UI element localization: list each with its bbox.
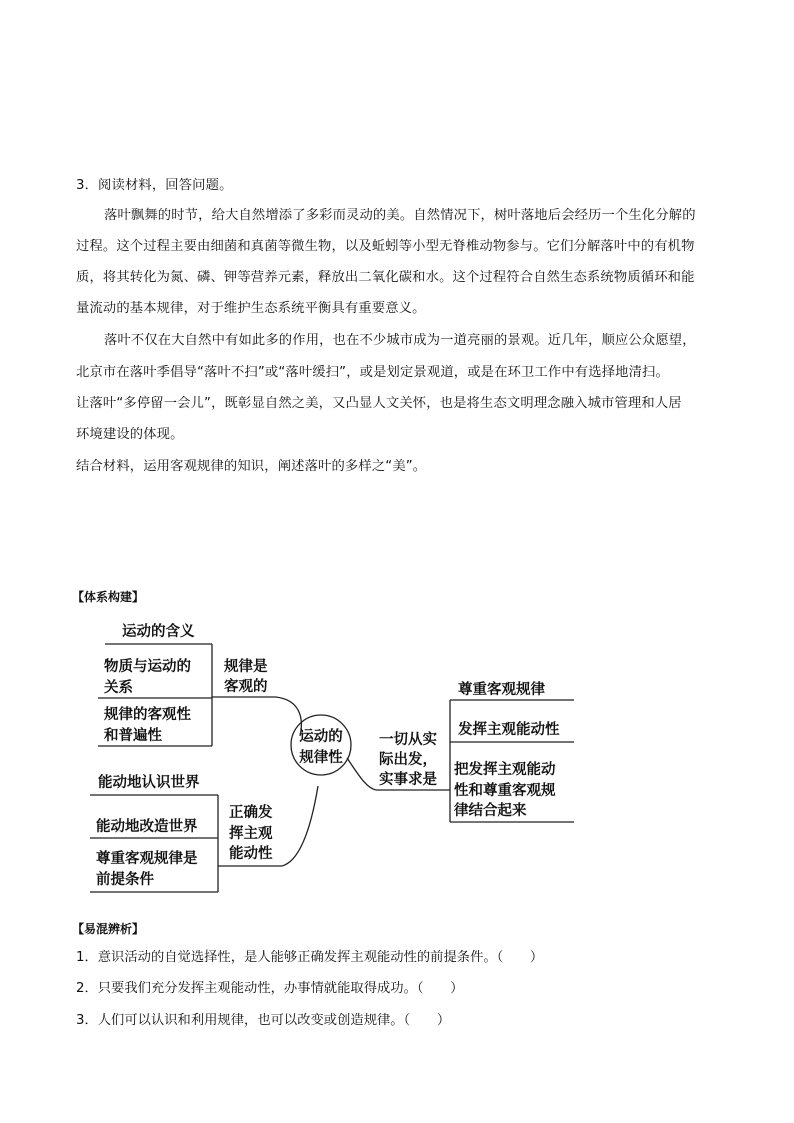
paragraph-line: 质，将其转化为氮、磷、钾等营养元素，释放出二氧化碳和水。这个过程符合自然生态系统物质循环和能 bbox=[76, 270, 695, 285]
item-combine-line2: 性和尊重客观规 bbox=[454, 783, 556, 799]
item-transform-world: 能动地改造世界 bbox=[96, 819, 198, 835]
paragraph-line: 量流动的基本规律，对于维护生态系统平衡具有重要意义。 bbox=[76, 301, 426, 316]
center-node-line1: 运动的 bbox=[299, 729, 343, 745]
branch-label-practical-line2: 际出发， bbox=[379, 752, 437, 768]
system-heading: 【体系构建】 bbox=[72, 590, 145, 604]
item-recognize-world: 能动地认识世界 bbox=[98, 775, 200, 791]
branch-label-initiative-line1: 正确发 bbox=[229, 805, 273, 821]
paragraph-line: 落叶不仅在大自然中有如此多的作用，也在不少城市成为一道亮丽的景观。近几年，顺应公众愿望， bbox=[104, 333, 696, 348]
item-respect-law-line2: 前提条件 bbox=[96, 872, 154, 888]
branch-label-initiative-line2: 挥主观 bbox=[229, 826, 273, 842]
item-law-objectivity-line1: 规律的客观性 bbox=[104, 707, 191, 723]
paragraph-line: 落叶飘舞的时节，给大自然增添了多彩而灵动的美。自然情况下，树叶落地后会经历一个生化分解的 bbox=[104, 208, 696, 223]
confusion-item-1: 1．意识活动的自觉选择性，是人能够正确发挥主观能动性的前提条件。（ ） bbox=[76, 950, 544, 965]
question-title: 3．阅读材料，回答问题。 bbox=[76, 178, 233, 193]
center-node-line2: 规律性 bbox=[299, 750, 343, 766]
question-prompt: 结合材料，运用客观规律的知识，阐述落叶的多样之“美”。 bbox=[76, 459, 427, 474]
item-matter-motion-line1: 物质与运动的 bbox=[104, 659, 191, 675]
branch-label-objective-line1: 规律是 bbox=[224, 659, 268, 675]
item-exert-initiative: 发挥主观能动性 bbox=[458, 722, 560, 738]
item-combine-line3: 律结合起来 bbox=[454, 803, 527, 819]
confusion-heading: 【易混辨析】 bbox=[72, 922, 145, 936]
paragraph-line: 过程。这个过程主要由细菌和真菌等微生物，以及蚯蚓等小型无脊椎动物参与。它们分解落叶中的有机物 bbox=[76, 239, 695, 254]
item-law-objectivity-line2: 和普遍性 bbox=[104, 728, 162, 744]
branch-label-practical-line3: 实事求是 bbox=[379, 772, 437, 788]
branch-label-practical-line1: 一切从实 bbox=[379, 732, 437, 748]
confusion-item-3: 3．人们可以认识和利用规律，也可以改变或创造规律。（ ） bbox=[76, 1013, 451, 1028]
item-motion-meaning: 运动的含义 bbox=[122, 624, 195, 640]
branch-label-initiative-line3: 能动性 bbox=[229, 846, 273, 862]
paragraph-line: 让落叶“多停留一会儿”，既彰显自然之美，又凸显人文关怀，也是将生态文明理念融入城市管理和人居 bbox=[76, 396, 682, 411]
item-respect-law-line1: 尊重客观规律是 bbox=[96, 851, 198, 867]
confusion-item-2: 2．只要我们充分发挥主观能动性，办事情就能取得成功。（ ） bbox=[76, 981, 464, 996]
item-matter-motion-line2: 关系 bbox=[104, 680, 133, 696]
paragraph-line: 北京市在落叶季倡导“落叶不扫”或“落叶缓扫”，或是划定景观道，或是在环卫工作中有选择地清扫。 bbox=[76, 365, 669, 380]
item-respect-objective-law: 尊重客观规律 bbox=[458, 682, 545, 698]
item-combine-line1: 把发挥主观能动 bbox=[454, 762, 556, 778]
branch-label-objective-line2: 客观的 bbox=[224, 679, 268, 695]
paragraph-line: 环境建设的体现。 bbox=[76, 427, 184, 442]
